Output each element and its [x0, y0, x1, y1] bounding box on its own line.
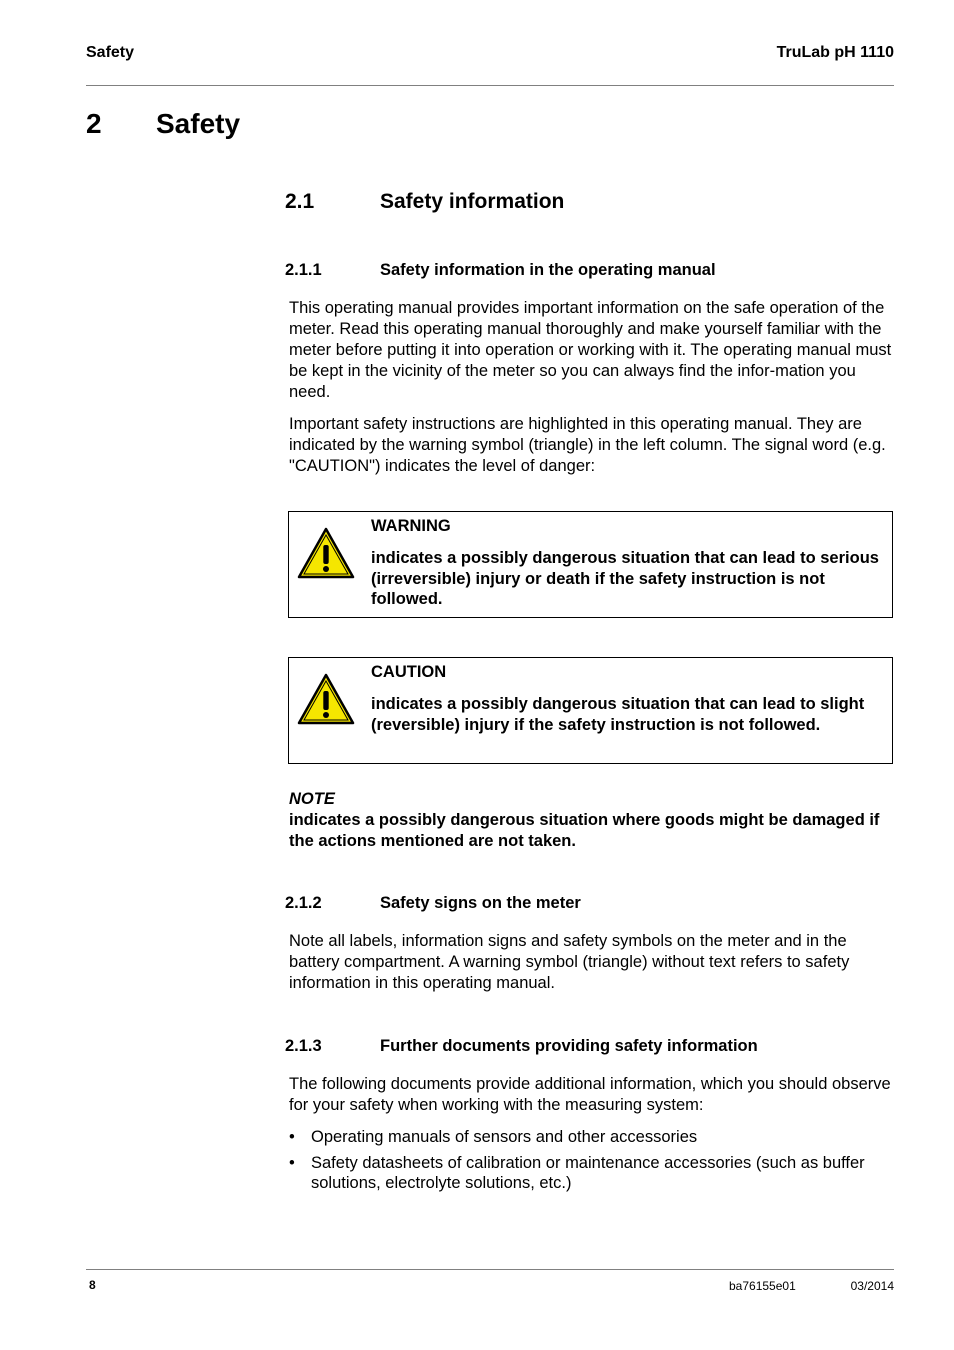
subsection-title: Safety information in the operating manual [380, 261, 716, 279]
warning-triangle-icon [296, 526, 356, 580]
list-item [289, 1127, 895, 1148]
paragraph-text: Important safety instructions are highlighted in this operating manual. They are indicated by the warning symbol (triangle) in the left column. The signal word (e.g. "CAUTION") indicates the level of danger: [289, 415, 886, 475]
document-date: 03/2014 [850, 1279, 894, 1293]
subsection-title: Safety signs on the meter [380, 894, 581, 912]
bullet-marker: • [289, 1153, 295, 1172]
caution-signal-word: CAUTION [371, 663, 447, 681]
list-item-text: Safety datasheets of calibration or maintenance accessories (such as buffer solutions, electrolyte solutions, etc.) [311, 1153, 865, 1192]
note-label: NOTE [289, 790, 335, 808]
warning-text: indicates a possibly dangerous situation that can lead to serious (irreversible) injury or death if the safety instruction is not followed. [371, 549, 879, 608]
caution-box [288, 657, 893, 764]
paragraph [289, 1074, 895, 1116]
warning-signal-word: WARNING [371, 517, 451, 535]
bullet-list [289, 1127, 895, 1199]
header-rule [86, 85, 894, 86]
page-number: 8 [89, 1278, 96, 1292]
paragraph [289, 298, 895, 403]
paragraph-text: The following documents provide additional information, which you should observe for your safety when working with the measuring system: [289, 1075, 891, 1114]
document-id: ba76155e01 [729, 1279, 796, 1293]
paragraph-text: This operating manual provides important information on the safe operation of the meter. Read this operating manual thoroughly and make yourself familiar with the meter before putting it into operation or working with it. The operating manual must be kept in the vicinity of the meter so you can always find the infor-mation you need. [289, 299, 892, 401]
subsection-number: 2.1.2 [285, 894, 322, 912]
chapter-number: 2 [86, 108, 102, 139]
paragraph [289, 931, 895, 994]
header-left: Safety [86, 44, 135, 61]
caution-text: indicates a possibly dangerous situation that can lead to slight (reversible) injury if the safety instruction is not followed. [371, 695, 865, 734]
section-number: 2.1 [285, 190, 315, 213]
paragraph [289, 414, 895, 477]
section-title: Safety information [380, 190, 565, 213]
warning-box [288, 511, 893, 618]
subsection-title: Further documents providing safety information [380, 1037, 758, 1055]
note-text: indicates a possibly dangerous situation where goods might be damaged if the actions mentioned are not taken. [289, 811, 880, 850]
subsection-number: 2.1.1 [285, 261, 322, 279]
chapter-title: Safety [156, 108, 241, 139]
footer-rule [86, 1269, 894, 1270]
list-item-text: Operating manuals of sensors and other accessories [311, 1128, 698, 1146]
subsection-number: 2.1.3 [285, 1037, 322, 1055]
list-item [289, 1153, 895, 1194]
paragraph-text: Note all labels, information signs and safety symbols on the meter and in the battery compartment. A warning symbol (triangle) without text refers to safety information in this operating manual. [289, 932, 850, 992]
bullet-marker: • [289, 1128, 295, 1146]
warning-triangle-icon [296, 672, 356, 726]
header-right: TruLab pH 1110 [776, 44, 894, 61]
